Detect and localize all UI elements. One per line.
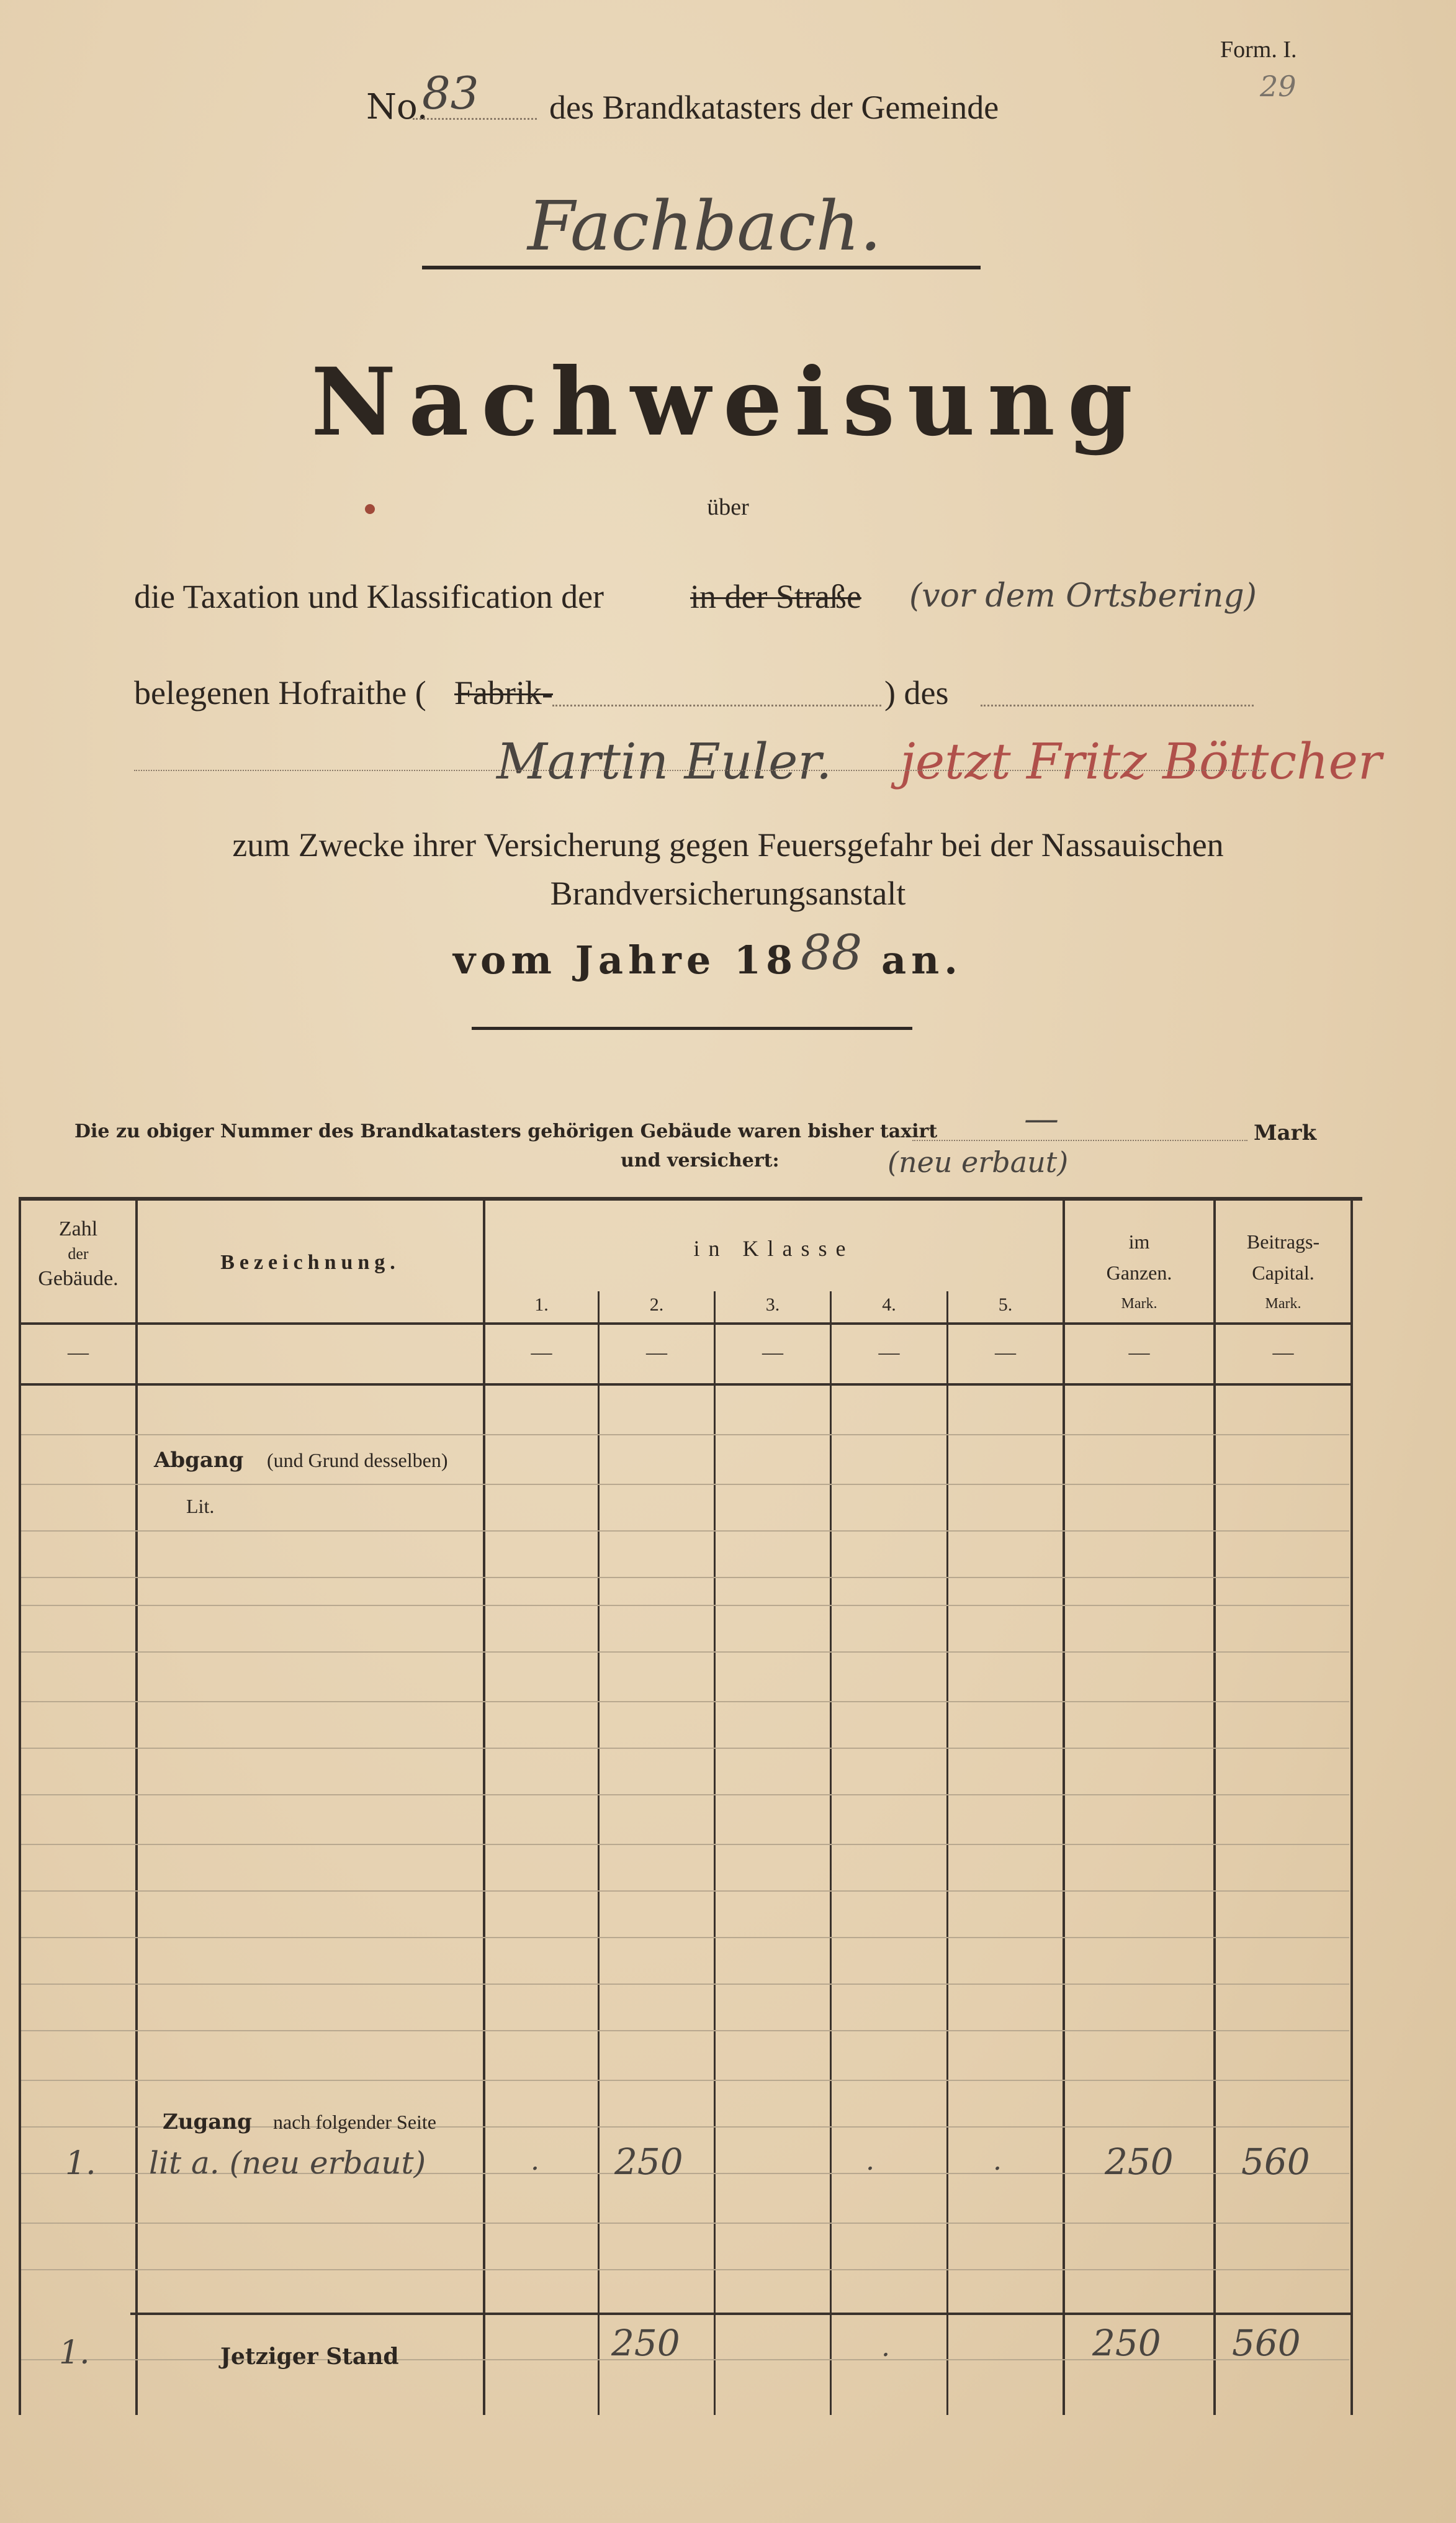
purpose-line-2: Brandversicherungsanstalt: [550, 875, 906, 912]
body-rule: [21, 1748, 1349, 1749]
header-im-ganzen-1: im: [1128, 1230, 1150, 1253]
col-line-1: [135, 1198, 138, 2415]
municipality-name: Fachbach.: [528, 186, 882, 266]
lit-label: Lit.: [186, 1495, 215, 1517]
col-line-k2: [714, 1291, 716, 2415]
taxation-line: die Taxation und Klassification der: [134, 578, 604, 615]
zugang-count: 1.: [65, 2145, 96, 2182]
zugang-k2: 250: [614, 2141, 683, 2183]
col-line-0: [19, 1198, 21, 2415]
header-im-ganzen-2: Ganzen.: [1106, 1262, 1172, 1284]
stand-top-rule: [130, 2313, 1353, 2315]
dash-cell: —: [1272, 1341, 1294, 1364]
zugang-k4: .: [866, 2145, 874, 2177]
dash-cell: —: [68, 1341, 89, 1364]
owner-dotline: [134, 770, 1264, 771]
stand-label: Jetziger Stand: [220, 2344, 399, 2370]
header-zahl-1: Zahl: [58, 1217, 98, 1240]
header-zahl: [21, 1217, 135, 1291]
zugang-label: Zugang: [163, 2110, 252, 2134]
col-line-k4: [946, 1291, 948, 2415]
body-rule: [21, 1605, 1349, 1606]
page-number: 29: [1260, 70, 1296, 103]
body-rule: [21, 1701, 1349, 1702]
owner-name: Martin Euler.: [497, 733, 832, 790]
purpose-rule: [472, 1027, 912, 1030]
body-rule: [21, 2080, 1349, 2081]
zugang-beitrag: 560: [1241, 2141, 1310, 2183]
struck-fabrik: Fabrik-: [454, 674, 553, 711]
body-rule: [21, 1577, 1349, 1578]
new-owner-name: jetzt Fritz Böttcher: [900, 733, 1382, 790]
header-im-ganzen: [1065, 1226, 1213, 1319]
dash-cell: —: [531, 1341, 552, 1364]
number-prefix: No.: [366, 87, 428, 127]
municipality-rule: [422, 266, 981, 269]
dash-cell: —: [646, 1341, 667, 1364]
stand-k4: .: [881, 2331, 890, 2363]
header-class-4: 4.: [882, 1294, 896, 1315]
table-top-rule: [19, 1197, 1362, 1201]
header-class-5: 5.: [998, 1294, 1013, 1315]
dash-cell: —: [762, 1341, 783, 1364]
body-rule: [21, 1844, 1349, 1845]
body-rule: [21, 1937, 1349, 1938]
hofraithe-dotline: [552, 705, 881, 706]
body-rule: [21, 1890, 1349, 1892]
header-klasse: in Klasse: [693, 1236, 855, 1261]
body-rule: [21, 1794, 1349, 1795]
stand-count: 1.: [59, 2334, 90, 2372]
header-zahl-2: der: [68, 1245, 89, 1263]
hofraithe-dotline-2: [981, 705, 1254, 706]
catalog-number: 83: [422, 67, 479, 119]
prior-note-dash: —: [1024, 1099, 1059, 1139]
body-rule: [21, 1984, 1349, 1985]
catalog-text: des Brandkatasters der Gemeinde: [549, 89, 999, 126]
stand-beitrag: 560: [1232, 2322, 1301, 2364]
header-class-2: 2.: [649, 1294, 664, 1315]
dash-cell: —: [1128, 1341, 1150, 1364]
header-im-ganzen-3: Mark.: [1121, 1296, 1157, 1312]
stand-ganzen: 250: [1092, 2322, 1161, 2364]
form-label: Form. I.: [1220, 37, 1297, 63]
abgang-note: (und Grund desselben): [267, 1449, 448, 1471]
header-beitrag: [1216, 1226, 1350, 1319]
header-beitrag-2: Capital.: [1252, 1262, 1314, 1284]
header-beitrag-3: Mark.: [1265, 1296, 1301, 1312]
year-value: 88: [801, 925, 863, 981]
col-line-5: [1350, 1198, 1353, 2415]
body-rule: [21, 2223, 1349, 2224]
ink-dot: [365, 504, 375, 514]
col-line-2: [483, 1198, 485, 2415]
col-line-4: [1213, 1198, 1216, 2415]
zugang-note: nach folgender Seite: [273, 2111, 436, 2133]
zugang-k1: .: [531, 2145, 539, 2177]
prior-note-handwritten: (neu erbaut): [888, 1145, 1069, 1179]
zugang-desc: lit a. (neu erbaut): [149, 2145, 426, 2181]
header-bezeichnung: Bezeichnung.: [220, 1251, 400, 1274]
purpose-line-1: zum Zwecke ihrer Versicherung gegen Feuersgefahr bei der Nassauischen: [232, 826, 1224, 864]
dash-cell: —: [995, 1341, 1016, 1364]
struck-street: in der Straße: [690, 578, 861, 615]
hofraithe-prefix: belegenen Hofraithe (: [134, 674, 426, 711]
subtitle: über: [707, 494, 749, 520]
prior-note-unit: Mark: [1254, 1121, 1317, 1145]
prior-note-line-1: Die zu obiger Nummer des Brandkatasters gehörigen Gebäude waren bisher taxirt: [74, 1121, 938, 1142]
col-line-k1: [598, 1291, 600, 2415]
handwritten-location: (vor dem Ortsbering): [909, 577, 1257, 615]
number-underline: [413, 118, 537, 120]
dash-row-rule: [19, 1383, 1353, 1386]
body-rule: [21, 1651, 1349, 1653]
header-class-3: 3.: [765, 1294, 780, 1315]
body-rule: [21, 2269, 1349, 2270]
year-suffix: an.: [881, 937, 963, 983]
body-rule: [21, 2030, 1349, 2031]
col-line-k3: [830, 1291, 832, 2415]
year-prefix: vom Jahre 18: [453, 937, 798, 983]
header-beitrag-1: Beitrags-: [1246, 1230, 1320, 1253]
header-zahl-3: Gebäude.: [38, 1267, 119, 1290]
zugang-ganzen: 250: [1105, 2141, 1174, 2183]
zugang-k5: .: [993, 2145, 1002, 2177]
stand-k2: 250: [611, 2322, 680, 2364]
prior-note-line-2: und versichert:: [621, 1150, 780, 1171]
abgang-label: Abgang: [154, 1448, 244, 1473]
col-line-3: [1063, 1198, 1065, 2415]
body-rule: [21, 1434, 1349, 1435]
header-bottom-rule: [19, 1322, 1353, 1325]
hofraithe-suffix: ) des: [884, 674, 949, 711]
dash-cell: —: [878, 1341, 900, 1364]
prior-note-dotline: [912, 1140, 1247, 1141]
body-rule: [21, 1530, 1349, 1532]
body-rule: [21, 1484, 1349, 1485]
header-class-1: 1.: [534, 1294, 549, 1315]
document-title: Nachweisung: [311, 348, 1145, 457]
